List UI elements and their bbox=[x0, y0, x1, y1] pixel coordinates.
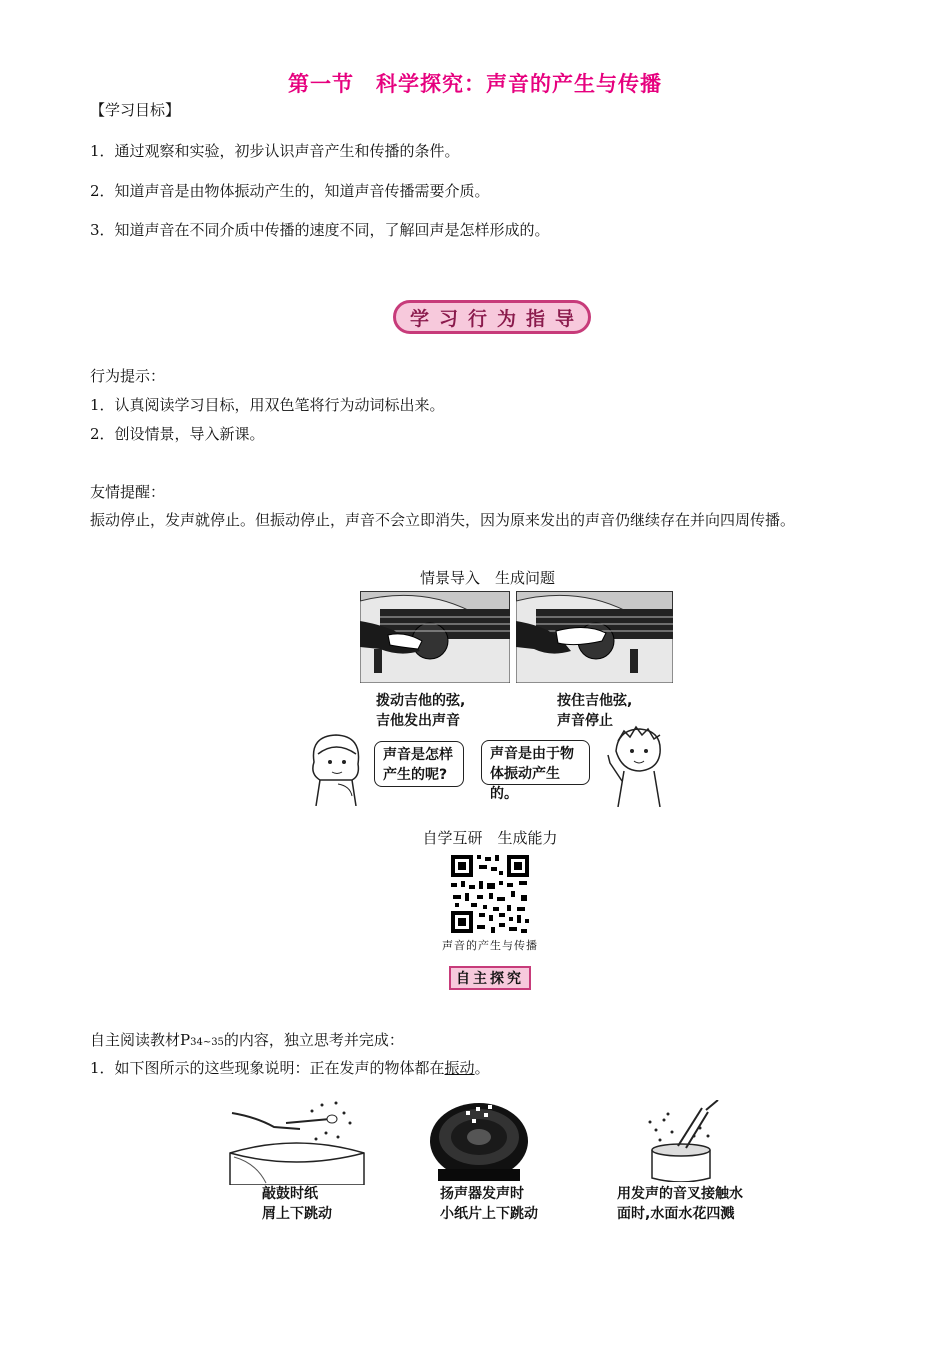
reminder-heading: 友情提醒： bbox=[90, 483, 166, 501]
reading-intro-pages: 34~35 bbox=[190, 1037, 224, 1048]
behavior-item: 1．认真阅读学习目标，用双色笔将行为动词标出来。 bbox=[90, 396, 445, 414]
question-1 bbox=[90, 1058, 490, 1078]
boy-speech-bubble: 声音是由于物 体振动产生的。 bbox=[481, 740, 590, 785]
behavior-heading: 行为提示： bbox=[90, 367, 166, 385]
speaker-caption: 扬声器发声时 小纸片上下跳动 bbox=[440, 1186, 538, 1222]
objectives-heading: 【学习目标】 bbox=[90, 101, 181, 119]
drum-image bbox=[226, 1093, 366, 1185]
boy-illustration bbox=[600, 723, 674, 807]
objective-item: 1．通过观察和实验，初步认识声音产生和传播的条件。 bbox=[90, 142, 460, 160]
page-title: 第一节 科学探究：声音的产生与传播 bbox=[288, 72, 662, 96]
tuning-fork-image bbox=[636, 1100, 726, 1182]
reading-intro bbox=[90, 1030, 404, 1053]
qr-label: 声音的产生与传播 bbox=[442, 939, 538, 952]
banner-text: 学习行为指导 bbox=[409, 307, 584, 330]
reminder-text: 振动停止，发声就停止。但振动停止，声音不会立即消失，因为原来发出的声音仍继续存在并向四周传播。 bbox=[90, 511, 796, 529]
reading-intro-prefix: 自主阅读教材P bbox=[90, 1031, 191, 1049]
objective-item: 3．知道声音在不同介质中传播的速度不同，了解回声是怎样形成的。 bbox=[90, 221, 550, 239]
section-banner bbox=[393, 300, 591, 334]
qr-code-image[interactable] bbox=[449, 853, 531, 935]
behavior-item: 2．创设情景，导入新课。 bbox=[90, 425, 265, 443]
selfstudy-heading: 自学互研 生成能力 bbox=[422, 829, 558, 847]
girl-speech-bubble: 声音是怎样 产生的呢? bbox=[374, 741, 464, 787]
scene-heading: 情景导入 生成问题 bbox=[419, 569, 555, 587]
objective-item: 2．知道声音是由物体振动产生的，知道声音传播需要介质。 bbox=[90, 182, 490, 200]
right-guitar-caption: 按住吉他弦, 声音停止 bbox=[557, 693, 633, 729]
speaker-image bbox=[428, 1097, 530, 1185]
self-explore-label: 自主探究 bbox=[456, 971, 524, 987]
question-1-answer: 振动 bbox=[444, 1059, 475, 1077]
left-guitar-caption: 拨动吉他的弦, 吉他发出声音 bbox=[376, 693, 466, 729]
question-1-text: 1．如下图所示的这些现象说明：正在发声的物体都在 bbox=[90, 1059, 445, 1077]
tuning-fork-caption: 用发声的音叉接触水 面时,水面水花四溅 bbox=[617, 1186, 743, 1222]
girl-illustration bbox=[306, 732, 368, 806]
self-explore-tag bbox=[449, 966, 531, 990]
guitar-press-image bbox=[516, 591, 673, 683]
drum-caption: 敲鼓时纸 屑上下跳动 bbox=[262, 1186, 332, 1222]
guitar-pluck-image bbox=[360, 591, 510, 683]
reading-intro-suffix: 的内容，独立思考并完成： bbox=[223, 1031, 404, 1049]
question-1-end: 。 bbox=[474, 1059, 490, 1077]
